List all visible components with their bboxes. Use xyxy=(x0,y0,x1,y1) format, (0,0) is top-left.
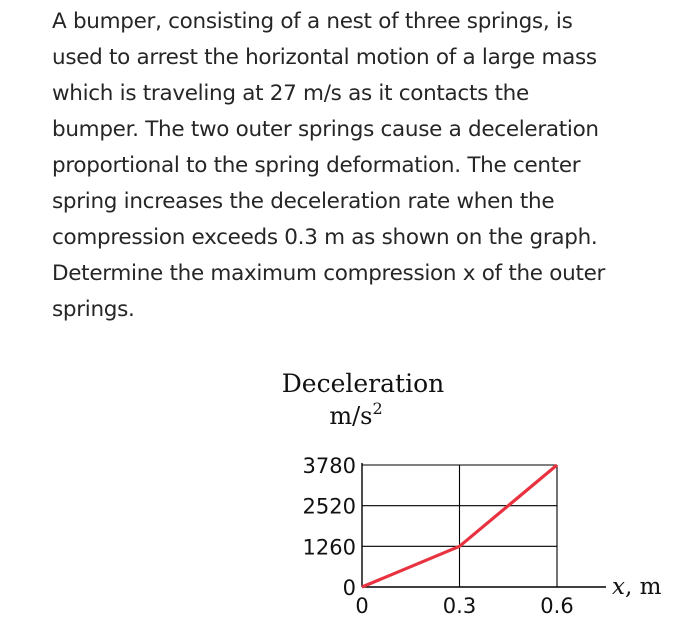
y-tick-label: 1260 xyxy=(302,535,356,560)
y-tick-label: 2520 xyxy=(302,494,356,519)
problem-line: which is traveling at 27 m/s as it contacts the xyxy=(52,81,529,106)
problem-line: Determine the maximum compression x of the outer xyxy=(52,261,606,286)
chart-title: Deceleration xyxy=(281,369,445,398)
tick-layer xyxy=(303,454,574,618)
x-axis-unit: , m xyxy=(624,574,662,600)
problem-line: springs. xyxy=(52,297,135,322)
grid-layer xyxy=(362,465,557,587)
problem-line: bumper. The two outer springs cause a deceleration xyxy=(52,117,599,142)
y-tick-label: 0 xyxy=(342,576,356,600)
problem-line: compression exceeds 0.3 m as shown on the graph. xyxy=(52,225,598,250)
problem-line: spring increases the deceleration rate when the xyxy=(52,189,555,214)
x-tick-label: 0.3 xyxy=(442,594,477,618)
y-axis-unit-exponent: 2 xyxy=(372,399,383,418)
x-tick-label: 0 xyxy=(355,594,369,618)
x-tick-label: 0.6 xyxy=(540,594,574,618)
x-axis-label xyxy=(612,574,662,600)
problem-line: proportional to the spring deformation. The center xyxy=(52,153,581,178)
problem-line: A bumper, consisting of a nest of three springs, is xyxy=(52,9,573,34)
x-axis-var: x xyxy=(612,574,625,600)
y-tick-label: 3780 xyxy=(302,454,356,478)
y-axis-unit xyxy=(329,399,382,430)
problem-line: used to arrest the horizontal motion of a large mass xyxy=(52,45,597,70)
y-axis-unit-base: m/s xyxy=(329,402,373,430)
